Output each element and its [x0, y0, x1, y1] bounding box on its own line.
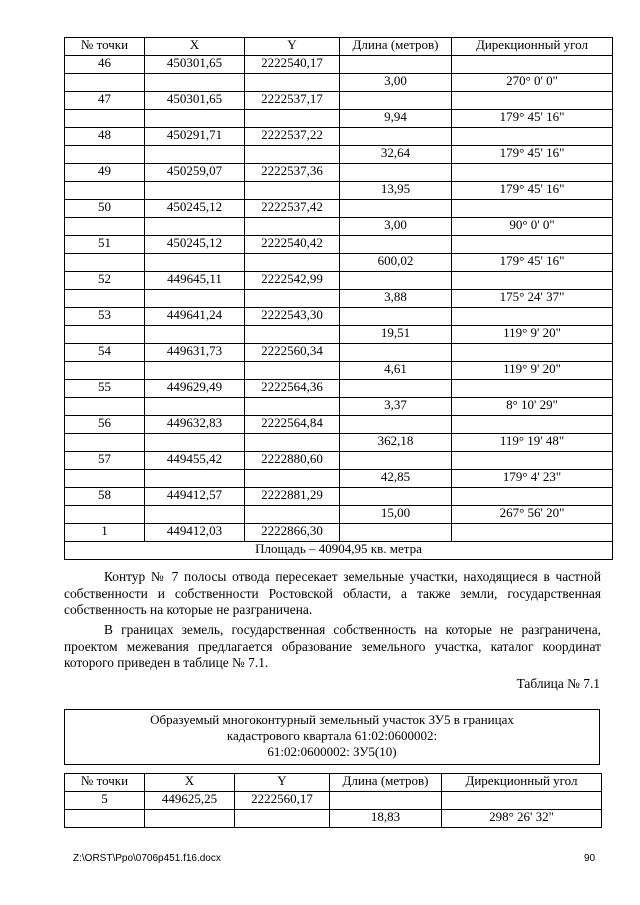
cell-length: [340, 452, 452, 470]
table-row: [65, 146, 613, 164]
cell-y: 2222560,17: [235, 792, 330, 810]
cell-direction-angle: [452, 344, 613, 362]
cell-direction-angle: [452, 452, 613, 470]
table-row: [65, 470, 613, 488]
cell-length: 42,85: [340, 470, 452, 488]
header-point-number: № точки: [65, 38, 145, 56]
table-row: [65, 128, 613, 146]
cell-direction-angle: [452, 200, 613, 218]
cell-direction-angle: 119° 9' 20": [452, 326, 613, 344]
cell-length: [340, 380, 452, 398]
table-row: [65, 362, 613, 380]
paragraph-boundaries: В границах земель, государственная собственность на которые не разграничена, проектом межевания предлагается образование земельного участка, каталог координат которого приведен в таблице № 7.1.: [64, 622, 601, 670]
cell-length: [330, 792, 442, 810]
table-row: [65, 434, 613, 452]
cell-y: 2222537,42: [245, 200, 340, 218]
cell-point-number: 53: [65, 308, 145, 326]
header-length: Длина (метров): [330, 774, 442, 792]
cell-point-number: [65, 254, 145, 272]
cell-x: [145, 290, 245, 308]
cell-point-number: 55: [65, 380, 145, 398]
cell-length: [340, 56, 452, 74]
coordinates-table: [64, 37, 613, 560]
header-direction-angle: Дирекционный угол: [452, 38, 613, 56]
cell-direction-angle: 298° 26' 32": [442, 810, 602, 828]
table-row: [65, 416, 613, 434]
cell-y: 2222866,30: [245, 524, 340, 542]
cell-point-number: [65, 290, 145, 308]
table-header-row: [65, 774, 602, 792]
cell-length: 18,83: [330, 810, 442, 828]
table-row: [65, 110, 613, 128]
cell-point-number: [65, 182, 145, 200]
cell-x: [145, 182, 245, 200]
cell-x: 449412,57: [145, 488, 245, 506]
cell-x: 449629,49: [145, 380, 245, 398]
cell-length: 3,00: [340, 74, 452, 92]
cell-direction-angle: [452, 128, 613, 146]
cell-length: [340, 488, 452, 506]
area-cell: Площадь – 40904,95 кв. метра: [65, 542, 613, 560]
cell-length: 362,18: [340, 434, 452, 452]
table-row: [65, 74, 613, 92]
cell-direction-angle: [452, 524, 613, 542]
cell-direction-angle: 270° 0' 0": [452, 74, 613, 92]
coordinates-table-7-1-body: [65, 792, 602, 828]
cell-point-number: [65, 326, 145, 344]
cell-direction-angle: 179° 45' 16": [452, 182, 613, 200]
cell-point-number: [65, 362, 145, 380]
header-y: Y: [235, 774, 330, 792]
cell-direction-angle: 179° 45' 16": [452, 254, 613, 272]
cell-y: 2222881,29: [245, 488, 340, 506]
cell-length: 3,00: [340, 218, 452, 236]
table-row: [65, 326, 613, 344]
cell-point-number: [65, 810, 145, 828]
cell-x: [145, 470, 245, 488]
table-row: [65, 56, 613, 74]
cell-x: 449632,83: [145, 416, 245, 434]
cell-y: [245, 506, 340, 524]
header-length: Длина (метров): [340, 38, 452, 56]
cell-length: [340, 524, 452, 542]
cell-direction-angle: 179° 45' 16": [452, 146, 613, 164]
cell-x: [145, 110, 245, 128]
cell-length: [340, 92, 452, 110]
table-row: [65, 236, 613, 254]
cell-y: [245, 254, 340, 272]
cell-direction-angle: [442, 792, 602, 810]
cell-length: 13,95: [340, 182, 452, 200]
table-row: [65, 254, 613, 272]
cell-length: 600,02: [340, 254, 452, 272]
table-label: Таблица № 7.1: [516, 676, 600, 691]
table-row: [65, 290, 613, 308]
cell-point-number: 48: [65, 128, 145, 146]
cell-direction-angle: 8° 10' 29": [452, 398, 613, 416]
cell-y: [245, 398, 340, 416]
cell-y: 2222537,22: [245, 128, 340, 146]
table-row: [65, 810, 602, 828]
cell-direction-angle: [452, 380, 613, 398]
cell-x: 450301,65: [145, 92, 245, 110]
cell-x: 450301,65: [145, 56, 245, 74]
cell-length: [340, 236, 452, 254]
cell-point-number: 57: [65, 452, 145, 470]
cell-point-number: 49: [65, 164, 145, 182]
table-row: [65, 200, 613, 218]
footer-page-number: 90: [584, 853, 596, 864]
cell-length: [340, 344, 452, 362]
table-row: [65, 308, 613, 326]
header-x: X: [145, 774, 235, 792]
cell-length: 19,51: [340, 326, 452, 344]
table-row: [65, 272, 613, 290]
cell-length: 32,64: [340, 146, 452, 164]
cell-x: [145, 218, 245, 236]
cell-y: 2222564,36: [245, 380, 340, 398]
cell-y: [245, 182, 340, 200]
cell-direction-angle: [452, 488, 613, 506]
cell-x: 450291,71: [145, 128, 245, 146]
cell-y: 2222542,99: [245, 272, 340, 290]
cell-length: 3,37: [340, 398, 452, 416]
coordinates-table-7-1: [64, 773, 602, 828]
cell-y: [245, 470, 340, 488]
title-line-1: Образуемый многоконтурный земельный участок ЗУ5 в границах: [150, 712, 514, 727]
cell-direction-angle: 267° 56' 20": [452, 506, 613, 524]
cell-y: [245, 362, 340, 380]
cell-point-number: [65, 218, 145, 236]
cell-length: [340, 200, 452, 218]
cell-y: [245, 434, 340, 452]
cell-x: 449412,03: [145, 524, 245, 542]
cell-length: 4,61: [340, 362, 452, 380]
cell-x: [145, 398, 245, 416]
cell-y: 2222540,17: [245, 56, 340, 74]
header-y: Y: [245, 38, 340, 56]
table-row: [65, 92, 613, 110]
cell-point-number: 56: [65, 416, 145, 434]
cell-y: [245, 290, 340, 308]
cell-x: [145, 434, 245, 452]
cell-y: [245, 74, 340, 92]
coordinates-table-body: [65, 56, 613, 542]
cell-point-number: [65, 506, 145, 524]
table-row: [65, 488, 613, 506]
paragraph-contour: Контур № 7 полосы отвода пересекает земельные участки, находящиеся в частной собственности и собственности Ростовской области, а также земли, государственная собственность на которые не разграничена.: [64, 569, 601, 617]
table-row: [65, 380, 613, 398]
cell-length: [340, 164, 452, 182]
cell-point-number: 50: [65, 200, 145, 218]
title-line-3: 61:02:0600002: ЗУ5(10): [267, 744, 397, 759]
header-point-number: № точки: [65, 774, 145, 792]
cell-x: 450245,12: [145, 200, 245, 218]
table-header-row: [65, 38, 613, 56]
cell-x: 449631,73: [145, 344, 245, 362]
table-row: [65, 164, 613, 182]
cell-y: [245, 218, 340, 236]
cell-y: 2222560,34: [245, 344, 340, 362]
cell-y: [235, 810, 330, 828]
cell-x: 450245,12: [145, 236, 245, 254]
cell-x: 450259,07: [145, 164, 245, 182]
header-x: X: [145, 38, 245, 56]
cell-point-number: [65, 434, 145, 452]
cell-y: 2222540,42: [245, 236, 340, 254]
cell-point-number: [65, 110, 145, 128]
table-row: [65, 218, 613, 236]
cell-y: 2222537,36: [245, 164, 340, 182]
cell-x: 449641,24: [145, 308, 245, 326]
cell-direction-angle: 179° 45' 16": [452, 110, 613, 128]
cell-x: [145, 810, 235, 828]
title-line-2: кадастрового квартала 61:02:0600002:: [226, 728, 438, 743]
cell-point-number: 58: [65, 488, 145, 506]
cell-y: [245, 110, 340, 128]
table-row: [65, 506, 613, 524]
cell-direction-angle: [452, 236, 613, 254]
cell-length: [340, 272, 452, 290]
cell-length: 9,94: [340, 110, 452, 128]
cell-length: [340, 128, 452, 146]
header-direction-angle: Дирекционный угол: [442, 774, 602, 792]
cell-x: [145, 506, 245, 524]
cell-length: 3,88: [340, 290, 452, 308]
cell-point-number: 1: [65, 524, 145, 542]
cell-direction-angle: [452, 416, 613, 434]
cell-y: [245, 146, 340, 164]
table-row: [65, 792, 602, 810]
footer-file-path: Z:\ORST\Ppo\0706p451.f16.docx: [73, 853, 221, 864]
cell-direction-angle: [452, 56, 613, 74]
cell-x: [145, 326, 245, 344]
land-plot-title-box: [64, 709, 600, 765]
cell-point-number: 54: [65, 344, 145, 362]
cell-point-number: [65, 146, 145, 164]
cell-y: [245, 326, 340, 344]
table-row: [65, 344, 613, 362]
cell-point-number: 52: [65, 272, 145, 290]
cell-point-number: 51: [65, 236, 145, 254]
table-row: [65, 398, 613, 416]
table-row: [65, 452, 613, 470]
cell-x: 449455,42: [145, 452, 245, 470]
cell-point-number: 5: [65, 792, 145, 810]
cell-y: 2222880,60: [245, 452, 340, 470]
cell-direction-angle: 179° 4' 23": [452, 470, 613, 488]
cell-direction-angle: [452, 92, 613, 110]
cell-y: 2222543,30: [245, 308, 340, 326]
cell-direction-angle: 119° 9' 20": [452, 362, 613, 380]
cell-x: 449625,25: [145, 792, 235, 810]
cell-direction-angle: 175° 24' 37": [452, 290, 613, 308]
cell-point-number: 46: [65, 56, 145, 74]
cell-x: [145, 254, 245, 272]
table-row: [65, 524, 613, 542]
cell-direction-angle: 90° 0' 0": [452, 218, 613, 236]
cell-direction-angle: [452, 308, 613, 326]
cell-x: [145, 362, 245, 380]
cell-y: 2222537,17: [245, 92, 340, 110]
cell-direction-angle: [452, 272, 613, 290]
cell-y: 2222564,84: [245, 416, 340, 434]
cell-point-number: [65, 398, 145, 416]
cell-length: [340, 308, 452, 326]
table-row: [65, 182, 613, 200]
cell-x: 449645,11: [145, 272, 245, 290]
cell-direction-angle: 119° 19' 48": [452, 434, 613, 452]
cell-length: 15,00: [340, 506, 452, 524]
cell-point-number: [65, 74, 145, 92]
cell-point-number: 47: [65, 92, 145, 110]
cell-point-number: [65, 470, 145, 488]
area-row: [65, 542, 613, 560]
cell-x: [145, 74, 245, 92]
cell-length: [340, 416, 452, 434]
cell-x: [145, 146, 245, 164]
cell-direction-angle: [452, 164, 613, 182]
